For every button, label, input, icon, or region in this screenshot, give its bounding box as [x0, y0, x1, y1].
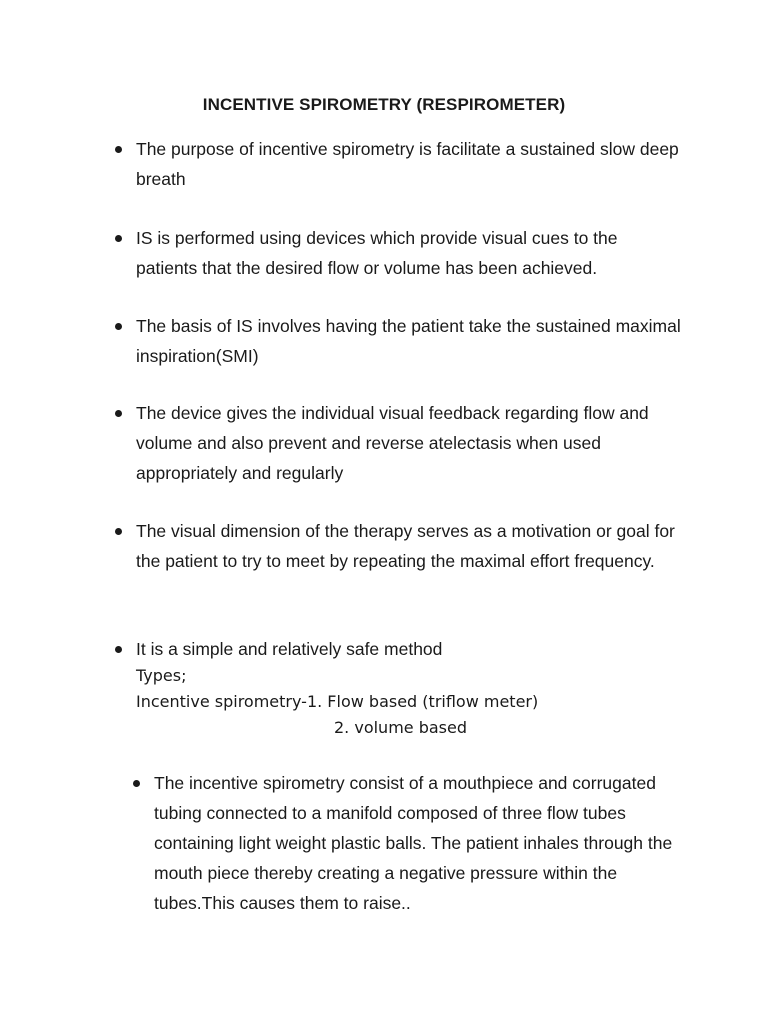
bullet-dot-icon	[115, 146, 122, 153]
bullet-text: The purpose of incentive spirometry is facilitate a sustained slow deep breath	[136, 139, 679, 189]
bullet-text: The device gives the individual visual feedback regarding flow and volume and also prevent and reverse atelectasis when used appropriately and regularly	[136, 403, 649, 483]
bullet-dot-icon	[115, 410, 122, 417]
bullet-dot-icon	[133, 780, 140, 787]
types-line-flow-based: Incentive spirometry-1. Flow based (triflow meter)	[136, 692, 539, 711]
document-title: INCENTIVE SPIROMETRY (RESPIROMETER)	[202, 95, 566, 114]
bullet-dot-icon	[115, 235, 122, 242]
types-line-volume-based: 2. volume based	[334, 718, 468, 737]
bullet-text: The visual dimension of the therapy serves as a motivation or goal for the patient to try to meet by repeating the maximal effort frequency.	[136, 521, 675, 571]
bullet-text: IS is performed using devices which provide visual cues to the patients that the desired flow or volume has been achieved.	[136, 228, 618, 278]
bullet-dot-icon	[115, 646, 122, 653]
bullet-dot-icon	[115, 528, 122, 535]
bullet-text: The basis of IS involves having the patient take the sustained maximal inspiration(SMI)	[136, 316, 681, 366]
sub-bullet-text: The incentive spirometry consist of a mouthpiece and corrugated tubing connected to a manifold composed of three flow tubes containing light weight plastic balls. The patient inhales through the mouth piece thereby creating a negative pressure within the tubes.This causes them to raise..	[154, 773, 673, 913]
types-heading: Types;	[136, 666, 187, 685]
bullet-dot-icon	[115, 323, 122, 330]
bullet-text: It is a simple and relatively safe method	[136, 639, 443, 659]
